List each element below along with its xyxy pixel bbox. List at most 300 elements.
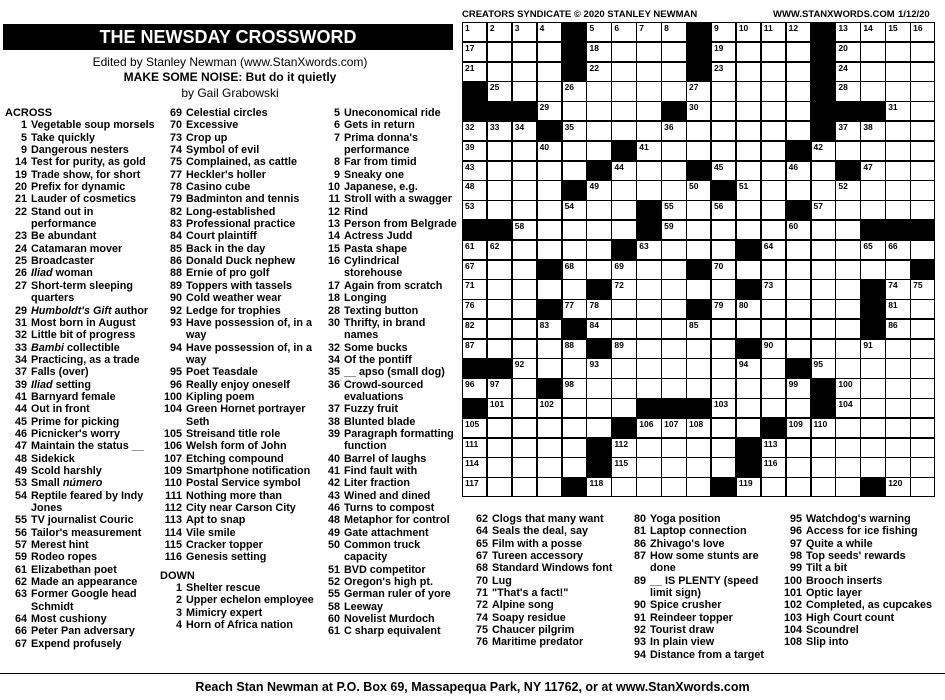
clue-item[interactable] (318, 576, 460, 588)
clue-item[interactable] (624, 624, 780, 636)
grid-cell[interactable] (537, 358, 562, 378)
grid-cell[interactable] (885, 161, 910, 181)
clue-item[interactable] (5, 576, 160, 588)
grid-cell[interactable] (885, 260, 910, 280)
grid-cell[interactable] (711, 378, 736, 398)
grid-cell[interactable] (686, 141, 711, 161)
grid-cell[interactable] (711, 339, 736, 359)
grid-cell[interactable] (811, 141, 836, 161)
grid-cell[interactable] (586, 299, 611, 319)
grid-cell[interactable] (860, 62, 885, 82)
grid-cell[interactable] (636, 101, 661, 121)
grid-cell[interactable] (586, 180, 611, 200)
grid-cell[interactable] (835, 299, 860, 319)
grid-cell[interactable] (885, 101, 910, 121)
grid-cell[interactable] (487, 200, 512, 220)
grid-cell[interactable] (885, 279, 910, 299)
grid-cell[interactable] (586, 477, 611, 497)
grid-cell[interactable] (661, 299, 686, 319)
grid-cell[interactable] (462, 42, 487, 62)
clue-item[interactable] (318, 514, 460, 526)
grid-cell[interactable] (686, 240, 711, 260)
clue-item[interactable] (5, 416, 160, 428)
grid-cell[interactable] (512, 121, 537, 141)
clue-item[interactable] (160, 218, 318, 230)
grid-cell[interactable] (860, 141, 885, 161)
grid-cell[interactable] (611, 319, 636, 339)
grid-cell[interactable] (736, 101, 761, 121)
grid-cell[interactable] (711, 240, 736, 260)
grid-cell[interactable] (786, 418, 811, 438)
grid-cell[interactable] (761, 260, 786, 280)
grid-cell[interactable] (885, 457, 910, 477)
grid-cell[interactable] (835, 22, 860, 42)
grid-cell[interactable] (761, 319, 786, 339)
grid-cell[interactable] (586, 378, 611, 398)
grid-cell[interactable] (885, 358, 910, 378)
grid-cell[interactable] (611, 398, 636, 418)
clue-item[interactable] (160, 317, 318, 342)
grid-cell[interactable] (835, 42, 860, 62)
grid-cell[interactable] (611, 180, 636, 200)
grid-cell[interactable] (661, 161, 686, 181)
grid-cell[interactable] (761, 398, 786, 418)
grid-cell[interactable] (512, 418, 537, 438)
grid-cell[interactable] (586, 260, 611, 280)
grid-cell[interactable] (562, 438, 587, 458)
grid-cell[interactable] (811, 457, 836, 477)
grid-cell[interactable] (512, 180, 537, 200)
grid-cell[interactable] (636, 22, 661, 42)
grid-cell[interactable] (686, 319, 711, 339)
grid-cell[interactable] (537, 180, 562, 200)
clue-item[interactable] (780, 587, 942, 599)
grid-cell[interactable] (661, 42, 686, 62)
clue-item[interactable] (5, 477, 160, 489)
grid-cell[interactable] (512, 220, 537, 240)
clue-item[interactable] (160, 342, 318, 367)
grid-cell[interactable] (462, 260, 487, 280)
grid-cell[interactable] (860, 398, 885, 418)
grid-cell[interactable] (661, 358, 686, 378)
grid-cell[interactable] (562, 299, 587, 319)
clue-item[interactable] (318, 342, 460, 354)
clue-item[interactable] (5, 354, 160, 366)
grid-cell[interactable] (761, 438, 786, 458)
grid-cell[interactable] (711, 101, 736, 121)
grid-cell[interactable] (761, 81, 786, 101)
grid-cell[interactable] (761, 180, 786, 200)
grid-cell[interactable] (835, 477, 860, 497)
grid-cell[interactable] (537, 62, 562, 82)
grid-cell[interactable] (636, 418, 661, 438)
grid-cell[interactable] (811, 319, 836, 339)
grid-cell[interactable] (711, 22, 736, 42)
clue-item[interactable] (160, 292, 318, 304)
clue-item[interactable] (5, 539, 160, 551)
clue-item[interactable] (318, 354, 460, 366)
grid-cell[interactable] (611, 260, 636, 280)
grid-cell[interactable] (786, 260, 811, 280)
clue-item[interactable] (5, 490, 160, 515)
grid-cell[interactable] (462, 438, 487, 458)
grid-cell[interactable] (487, 418, 512, 438)
clue-item[interactable] (160, 539, 318, 551)
grid-cell[interactable] (910, 141, 935, 161)
clue-item[interactable] (318, 305, 460, 317)
grid-cell[interactable] (910, 22, 935, 42)
grid-cell[interactable] (537, 279, 562, 299)
clue-item[interactable] (5, 342, 160, 354)
grid-cell[interactable] (512, 319, 537, 339)
clue-item[interactable] (318, 243, 460, 255)
grid-cell[interactable] (611, 358, 636, 378)
clue-item[interactable] (5, 453, 160, 465)
grid-cell[interactable] (885, 299, 910, 319)
grid-cell[interactable] (562, 240, 587, 260)
grid-cell[interactable] (811, 438, 836, 458)
grid-cell[interactable] (636, 141, 661, 161)
grid-cell[interactable] (811, 180, 836, 200)
grid-cell[interactable] (562, 378, 587, 398)
grid-cell[interactable] (512, 457, 537, 477)
grid-cell[interactable] (711, 141, 736, 161)
grid-cell[interactable] (761, 299, 786, 319)
clue-item[interactable] (160, 230, 318, 242)
grid-cell[interactable] (835, 141, 860, 161)
grid-cell[interactable] (586, 141, 611, 161)
grid-cell[interactable] (462, 457, 487, 477)
clue-item[interactable] (780, 538, 942, 550)
clue-item[interactable] (5, 527, 160, 539)
clue-item[interactable] (318, 156, 460, 168)
grid-cell[interactable] (885, 180, 910, 200)
grid-cell[interactable] (462, 319, 487, 339)
grid-cell[interactable] (636, 457, 661, 477)
grid-cell[interactable] (835, 279, 860, 299)
clue-item[interactable] (318, 477, 460, 489)
grid-cell[interactable] (487, 339, 512, 359)
grid-cell[interactable] (736, 141, 761, 161)
grid-cell[interactable] (661, 477, 686, 497)
clue-item[interactable] (318, 292, 460, 304)
grid-cell[interactable] (835, 260, 860, 280)
grid-cell[interactable] (661, 457, 686, 477)
clue-item[interactable] (5, 305, 160, 317)
grid-cell[interactable] (835, 220, 860, 240)
grid-cell[interactable] (736, 358, 761, 378)
grid-cell[interactable] (462, 477, 487, 497)
grid-cell[interactable] (860, 180, 885, 200)
clue-item[interactable] (160, 619, 318, 631)
grid-cell[interactable] (811, 200, 836, 220)
grid-cell[interactable] (860, 200, 885, 220)
clue-item[interactable] (160, 280, 318, 292)
clue-item[interactable] (5, 551, 160, 563)
clue-item[interactable] (624, 599, 780, 611)
grid-cell[interactable] (786, 438, 811, 458)
grid-cell[interactable] (487, 180, 512, 200)
clue-item[interactable] (160, 490, 318, 502)
grid-cell[interactable] (711, 438, 736, 458)
clue-item[interactable] (160, 440, 318, 452)
grid-cell[interactable] (786, 22, 811, 42)
clue-item[interactable] (160, 206, 318, 218)
grid-cell[interactable] (910, 477, 935, 497)
grid-cell[interactable] (910, 378, 935, 398)
grid-cell[interactable] (686, 457, 711, 477)
clue-item[interactable] (5, 181, 160, 193)
grid-cell[interactable] (711, 358, 736, 378)
grid-cell[interactable] (711, 279, 736, 299)
grid-cell[interactable] (761, 42, 786, 62)
grid-cell[interactable] (811, 339, 836, 359)
grid-cell[interactable] (636, 42, 661, 62)
grid-cell[interactable] (611, 200, 636, 220)
grid-cell[interactable] (786, 279, 811, 299)
grid-cell[interactable] (711, 81, 736, 101)
grid-cell[interactable] (786, 62, 811, 82)
clue-item[interactable] (466, 562, 624, 574)
grid-cell[interactable] (487, 438, 512, 458)
clue-item[interactable] (318, 119, 460, 131)
grid-cell[interactable] (686, 418, 711, 438)
grid-cell[interactable] (736, 81, 761, 101)
grid-cell[interactable] (661, 279, 686, 299)
grid-cell[interactable] (686, 101, 711, 121)
clue-item[interactable] (5, 440, 160, 452)
grid-cell[interactable] (537, 339, 562, 359)
clue-item[interactable] (160, 379, 318, 391)
clue-item[interactable] (5, 280, 160, 305)
clue-item[interactable] (318, 416, 460, 428)
grid-cell[interactable] (761, 141, 786, 161)
grid-cell[interactable] (686, 438, 711, 458)
grid-cell[interactable] (736, 477, 761, 497)
clue-item[interactable] (318, 230, 460, 242)
grid-cell[interactable] (811, 220, 836, 240)
grid-cell[interactable] (462, 279, 487, 299)
grid-cell[interactable] (811, 358, 836, 378)
grid-cell[interactable] (885, 438, 910, 458)
clue-item[interactable] (624, 575, 780, 600)
clue-item[interactable] (5, 267, 160, 279)
grid-cell[interactable] (636, 260, 661, 280)
clue-item[interactable] (318, 255, 460, 280)
grid-cell[interactable] (487, 42, 512, 62)
grid-cell[interactable] (736, 42, 761, 62)
grid-cell[interactable] (487, 477, 512, 497)
grid-cell[interactable] (860, 378, 885, 398)
grid-cell[interactable] (487, 22, 512, 42)
clue-item[interactable] (318, 280, 460, 292)
clue-item[interactable] (160, 594, 318, 606)
grid-cell[interactable] (462, 339, 487, 359)
grid-cell[interactable] (736, 260, 761, 280)
grid-cell[interactable] (910, 161, 935, 181)
clue-item[interactable] (160, 243, 318, 255)
grid-cell[interactable] (611, 161, 636, 181)
clue-item[interactable] (780, 525, 942, 537)
grid-cell[interactable] (636, 240, 661, 260)
clue-item[interactable] (318, 601, 460, 613)
clue-item[interactable] (466, 624, 624, 636)
grid-cell[interactable] (661, 418, 686, 438)
grid-cell[interactable] (487, 240, 512, 260)
grid-cell[interactable] (562, 457, 587, 477)
grid-cell[interactable] (786, 477, 811, 497)
grid-cell[interactable] (761, 477, 786, 497)
clue-item[interactable] (5, 514, 160, 526)
grid-cell[interactable] (686, 81, 711, 101)
grid-cell[interactable] (611, 477, 636, 497)
grid-cell[interactable] (537, 81, 562, 101)
grid-cell[interactable] (711, 299, 736, 319)
grid-cell[interactable] (462, 141, 487, 161)
grid-cell[interactable] (736, 319, 761, 339)
grid-cell[interactable] (636, 477, 661, 497)
grid-cell[interactable] (562, 121, 587, 141)
grid-cell[interactable] (686, 358, 711, 378)
grid-cell[interactable] (487, 141, 512, 161)
grid-cell[interactable] (786, 220, 811, 240)
grid-cell[interactable] (586, 22, 611, 42)
grid-cell[interactable] (786, 378, 811, 398)
clue-item[interactable] (318, 428, 460, 453)
grid-cell[interactable] (910, 299, 935, 319)
grid-cell[interactable] (611, 42, 636, 62)
grid-cell[interactable] (736, 121, 761, 141)
grid-cell[interactable] (860, 457, 885, 477)
clue-item[interactable] (466, 525, 624, 537)
grid-cell[interactable] (761, 22, 786, 42)
grid-cell[interactable] (686, 220, 711, 240)
grid-cell[interactable] (512, 398, 537, 418)
grid-cell[interactable] (636, 180, 661, 200)
clue-item[interactable] (318, 465, 460, 477)
grid-cell[interactable] (487, 161, 512, 181)
clue-item[interactable] (318, 625, 460, 637)
grid-cell[interactable] (537, 161, 562, 181)
grid-cell[interactable] (512, 339, 537, 359)
grid-cell[interactable] (611, 220, 636, 240)
grid-cell[interactable] (537, 220, 562, 240)
clue-item[interactable] (160, 477, 318, 489)
grid-cell[interactable] (761, 240, 786, 260)
clue-item[interactable] (5, 243, 160, 255)
grid-cell[interactable] (487, 457, 512, 477)
grid-cell[interactable] (562, 101, 587, 121)
clue-item[interactable] (160, 193, 318, 205)
grid-cell[interactable] (636, 62, 661, 82)
clue-item[interactable] (160, 181, 318, 193)
grid-cell[interactable] (736, 180, 761, 200)
grid-cell[interactable] (512, 141, 537, 161)
grid-cell[interactable] (835, 200, 860, 220)
grid-cell[interactable] (711, 260, 736, 280)
grid-cell[interactable] (537, 200, 562, 220)
grid-cell[interactable] (835, 180, 860, 200)
clue-item[interactable] (160, 502, 318, 514)
clue-item[interactable] (5, 255, 160, 267)
grid-cell[interactable] (885, 62, 910, 82)
grid-cell[interactable] (636, 279, 661, 299)
grid-cell[interactable] (586, 62, 611, 82)
grid-cell[interactable] (860, 358, 885, 378)
clue-item[interactable] (780, 599, 942, 611)
grid-cell[interactable] (835, 240, 860, 260)
grid-cell[interactable] (562, 200, 587, 220)
grid-cell[interactable] (711, 220, 736, 240)
clue-item[interactable] (466, 599, 624, 611)
clue-item[interactable] (160, 391, 318, 403)
grid-cell[interactable] (512, 299, 537, 319)
clue-item[interactable] (5, 169, 160, 181)
clue-item[interactable] (160, 465, 318, 477)
clue-item[interactable] (160, 551, 318, 563)
grid-cell[interactable] (512, 358, 537, 378)
grid-cell[interactable] (487, 398, 512, 418)
grid-cell[interactable] (512, 240, 537, 260)
grid-cell[interactable] (487, 81, 512, 101)
grid-cell[interactable] (462, 418, 487, 438)
grid-cell[interactable] (736, 22, 761, 42)
grid-cell[interactable] (885, 319, 910, 339)
clue-item[interactable] (160, 119, 318, 131)
clue-item[interactable] (318, 206, 460, 218)
grid-cell[interactable] (811, 240, 836, 260)
clue-item[interactable] (5, 366, 160, 378)
grid-cell[interactable] (910, 457, 935, 477)
grid-cell[interactable] (736, 200, 761, 220)
grid-cell[interactable] (860, 81, 885, 101)
grid-cell[interactable] (636, 358, 661, 378)
grid-cell[interactable] (885, 81, 910, 101)
clue-item[interactable] (318, 169, 460, 181)
grid-cell[interactable] (661, 141, 686, 161)
grid-cell[interactable] (786, 339, 811, 359)
clue-item[interactable] (780, 624, 942, 636)
grid-cell[interactable] (835, 81, 860, 101)
grid-cell[interactable] (586, 220, 611, 240)
grid-cell[interactable] (910, 200, 935, 220)
grid-cell[interactable] (586, 418, 611, 438)
clue-item[interactable] (5, 230, 160, 242)
clue-item[interactable] (160, 582, 318, 594)
grid-cell[interactable] (910, 438, 935, 458)
grid-cell[interactable] (512, 279, 537, 299)
grid-cell[interactable] (661, 240, 686, 260)
grid-cell[interactable] (711, 319, 736, 339)
grid-cell[interactable] (586, 200, 611, 220)
clue-item[interactable] (5, 428, 160, 440)
grid-cell[interactable] (885, 121, 910, 141)
grid-cell[interactable] (462, 22, 487, 42)
clue-item[interactable] (318, 366, 460, 378)
clue-item[interactable] (624, 649, 780, 661)
grid-cell[interactable] (711, 161, 736, 181)
grid-cell[interactable] (636, 378, 661, 398)
grid-cell[interactable] (462, 180, 487, 200)
grid-cell[interactable] (661, 438, 686, 458)
grid-cell[interactable] (786, 240, 811, 260)
grid-cell[interactable] (736, 398, 761, 418)
grid-cell[interactable] (537, 457, 562, 477)
clue-item[interactable] (5, 638, 160, 650)
grid-cell[interactable] (786, 161, 811, 181)
grid-cell[interactable] (537, 477, 562, 497)
grid-cell[interactable] (487, 299, 512, 319)
